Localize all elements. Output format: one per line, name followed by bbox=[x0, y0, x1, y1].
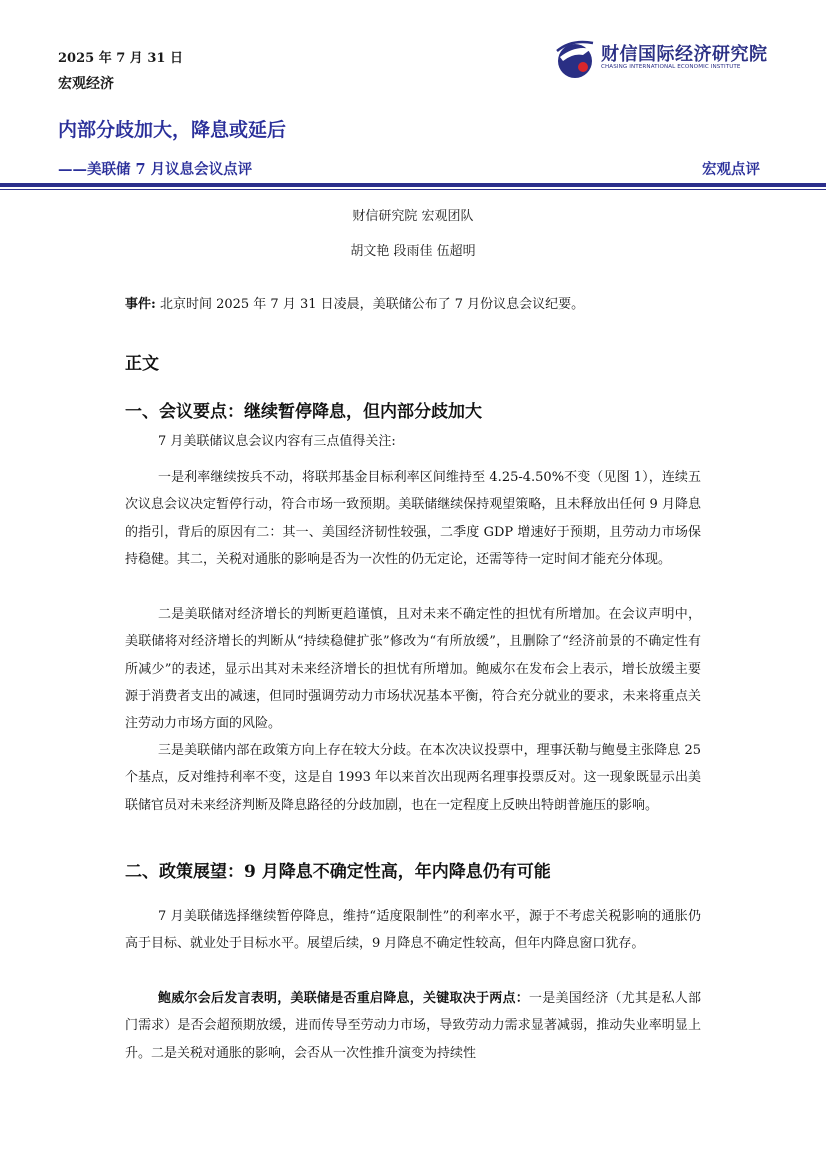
event-text: 北京时间 2025 年 7 月 31 日凌晨，美联储公布了 7 月份议息会议纪要。 bbox=[159, 297, 585, 312]
report-type: 宏观点评 bbox=[702, 161, 760, 178]
section2-title: 二、政策展望：9 月降息不确定性高，年内降息仍有可能 bbox=[125, 862, 551, 882]
section2-key-sentence: 鲍威尔会后发言表明，美联储是否重启降息，关键取决于两点： bbox=[158, 991, 529, 1006]
logo-globe-icon bbox=[553, 37, 597, 81]
author-names: 胡文艳 段雨佳 伍超明 bbox=[350, 244, 476, 259]
section2-paragraph1: 7 月美联储选择继续暂停降息，维持“适度限制性”的利率水平，源于不考虑关税影响的通胀仍高于目标、就业处于目标水平。展望后续，9 月降息不确定性较高，但年内降息窗口犹存。 bbox=[125, 909, 701, 952]
header-rule-thick bbox=[0, 183, 826, 187]
institute-logo bbox=[553, 37, 793, 83]
section1-point3: 三是美联储内部在政策方向上存在较大分歧。在本次决议投票中，理事沃勒与鲍曼主张降息 25 个基点，反对维持利率不变，这是自 1993 年以来首次出现两名理事投票反对。这一现象既显示出美联储官员对未来经济判断及降息路径的分歧加剧，也在一定程度上反映出特朗普施压的影响。 bbox=[125, 743, 701, 813]
body-heading: 正文 bbox=[125, 354, 159, 374]
logo-english-name: CHASING INTERNATIONAL ECONOMIC INSTITUTE bbox=[601, 64, 741, 70]
report-sector: 宏观经济 bbox=[58, 76, 114, 92]
section1-point2: 二是美联储对经济增长的判断更趋谨慎，且对未来不确定性的担忧有所增加。在会议声明中，美联储将对经济增长的判断从“持续稳健扩张”修改为“有所放缓”，且删除了“经济前景的不确定性有所减少”的表述，显示出其对未来经济增长的担忧有所增加。鲍威尔在发布会上表示，增长放缓主要源于消费者支出的减速，但同时强调劳动力市场状况基本平衡，符合充分就业的要求，未来将重点关注劳动力市场方面的风险。 bbox=[125, 607, 701, 732]
section2-paragraph2 bbox=[125, 985, 701, 1067]
header-rule-thin bbox=[0, 189, 826, 190]
author-team: 财信研究院 宏观团队 bbox=[352, 209, 474, 224]
section1-point1: 一是利率继续按兵不动，将联邦基金目标利率区间维持至 4.25-4.50%不变（见图 1），连续五次议息会议决定暂停行动，符合市场一致预期。美联储继续保持观望策略，且未释放出任何 9 月降息的指引，背后的原因有二：其一、美国经济韧性较强，二季度 GDP 增速好于预期，且劳动力市场保持稳健。其二，关税对通胀的影响是否为一次性的仍无定论，还需等待一定时间才能充分体现。 bbox=[125, 470, 702, 567]
section2-paragraph2-text: 一是美国经济（尤其是私人部门需求）是否会超预期放缓，进而传导至劳动力市场，导致劳动力需求显著减弱，推动失业率明显上升。二是关税对通胀的影响，会否从一次性推升演变为持续性 bbox=[125, 991, 701, 1061]
section1-intro: 7 月美联储议息会议内容有三点值得关注: bbox=[158, 434, 396, 449]
report-subtitle: ——美联储 7 月议息会议点评 bbox=[58, 161, 253, 178]
event-paragraph bbox=[125, 291, 701, 318]
report-title: 内部分歧加大，降息或延后 bbox=[58, 119, 287, 141]
logo-name: 财信国际经济研究院 bbox=[601, 44, 768, 65]
report-date: 2025 年 7 月 31 日 bbox=[58, 51, 183, 66]
section1-title: 一、会议要点：继续暂停降息，但内部分歧加大 bbox=[125, 402, 482, 422]
event-label: 事件: bbox=[125, 297, 156, 312]
